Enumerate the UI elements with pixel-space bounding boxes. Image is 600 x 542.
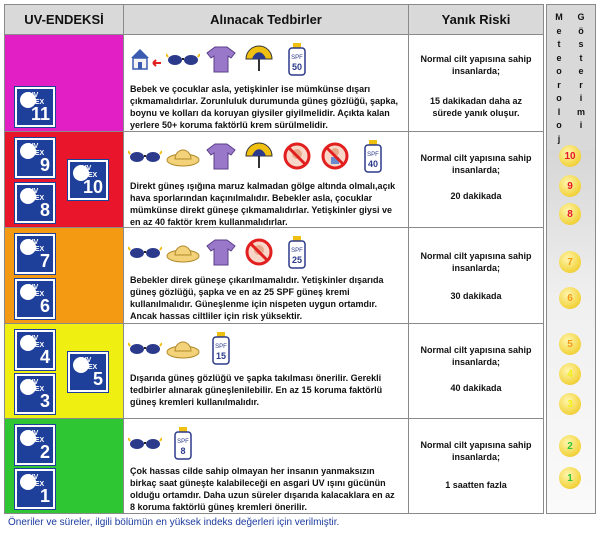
- measures-text: Bebekler direk güneşe çıkarılmamalıdır. Yetişkinler dışarıda güneş gözlüğü, şapka ve en az 25 SPF güneş kremi kullanılmalıdır. Güneşlenme için nispeten uygun ortamdır. Ancak hassas ciltliler için risk yüksektir.: [130, 275, 384, 321]
- meter-dot: 3: [559, 393, 581, 415]
- sunscreen-15-icon: [204, 331, 238, 365]
- no-baby-icon: [280, 139, 314, 173]
- uv-row-extreme: [5, 35, 543, 132]
- uv-color-cell: [5, 324, 124, 418]
- uv-row-low: [5, 419, 543, 513]
- sunscreen-50-icon: [280, 42, 314, 76]
- risk-intro: Normal cilt yapısına sahip insanlarda;: [420, 54, 532, 76]
- spf-value: 8: [180, 446, 186, 456]
- footnote: Öneriler ve süreler, ilgili bölümün en yüksek indeks değerleri için verilmiştir.: [8, 517, 340, 528]
- umbrella-icon: [242, 42, 276, 76]
- meter-header-left: M e t e o r o l o j: [555, 12, 563, 144]
- badge-label: UV INDEX: [22, 335, 45, 349]
- measures-cell: [124, 419, 409, 513]
- svg-text:SPF: SPF: [177, 439, 189, 445]
- meter-dot: 10: [559, 145, 581, 167]
- spf-value: 15: [215, 351, 227, 361]
- risk-intro: Normal cilt yapısına sahip insanlarda;: [420, 440, 532, 462]
- risk-time: 20 dakikada: [450, 191, 502, 201]
- badge-label: UV INDEX: [22, 239, 45, 253]
- header-burn-risk: Yanık Riski: [409, 5, 543, 35]
- header-uv-index: UV-ENDEKSİ: [5, 5, 124, 35]
- risk-intro: Normal cilt yapısına sahip insanlarda;: [420, 251, 532, 273]
- icon-strip: [128, 136, 404, 176]
- uv-color-cell: [5, 228, 124, 323]
- badge-label: UV INDEX: [75, 357, 98, 371]
- badge-number: 5: [92, 369, 103, 389]
- sunscreen-8-icon: [166, 426, 200, 460]
- header-measures: Alınacak Tedbirler: [124, 5, 409, 35]
- badge-label: UV INDEX: [22, 430, 45, 444]
- risk-time: 30 dakikada: [450, 291, 502, 301]
- uv-index-badge: [15, 425, 55, 465]
- uv-color-cell: [5, 419, 124, 513]
- badge-number: 10: [82, 177, 103, 197]
- uv-index-badge: [15, 330, 55, 370]
- icon-strip: [128, 232, 404, 272]
- badge-number: 1: [39, 486, 50, 506]
- uv-index-badge: [68, 160, 108, 200]
- measures-text: Çok hassas cilde sahip olmayan her insanın yanmaksızın birkaç saat güneşte kalabileceği en asgari UV ışını gücünün olduğu ortamdır. Daha uzun süreler dışarıda kalacaklara en az 8 koruma faktörlü güneş kremleri önerilir.: [130, 466, 395, 512]
- measures-cell: [124, 228, 409, 323]
- meter-header: [547, 5, 595, 151]
- risk-cell: [409, 228, 543, 323]
- house-with-arrow-icon: [128, 42, 162, 76]
- umbrella-icon: [242, 139, 276, 173]
- no-baby-icon: [242, 235, 276, 269]
- svg-text:SPF: SPF: [291, 55, 303, 61]
- icon-strip: [128, 328, 404, 368]
- badge-label: UV INDEX: [22, 143, 45, 157]
- sunscreen-40-icon: [356, 139, 390, 173]
- badge-label: UV INDEX: [22, 379, 45, 393]
- uv-index-badge: [15, 87, 55, 127]
- measures-cell: [124, 35, 409, 131]
- uv-color-cell: [5, 35, 124, 131]
- uv-index-badge: [15, 183, 55, 223]
- uv-index-badge: [15, 138, 55, 178]
- spf-value: 25: [291, 255, 303, 265]
- meter-dot: 4: [559, 363, 581, 385]
- sunglasses-icon: [128, 426, 162, 460]
- badge-number: 6: [39, 296, 50, 316]
- meter-dot: 9: [559, 175, 581, 197]
- badge-label: UV INDEX: [22, 474, 45, 488]
- measures-cell: [124, 324, 409, 418]
- shirt-icon: [204, 42, 238, 76]
- shirt-icon: [204, 235, 238, 269]
- uv-index-badge: [15, 279, 55, 319]
- measures-cell: [124, 132, 409, 227]
- icon-strip: [128, 39, 404, 79]
- meter-dot: 1: [559, 467, 581, 489]
- measures-text: Bebek ve çocuklar asla, yetişkinler ise mümkünse dışarı çıkmamalıdırlar. Zorunluluk durumunda güneş gözlüğü, şapka, boynu ve kolları da koruyan giysiler giyilmelidir. Açıkta kalan yerlere 50+ koruma faktörlü krem sürülmelidir.: [130, 84, 399, 130]
- badge-label: UV INDEX: [22, 188, 45, 202]
- uv-index-badge: [68, 352, 108, 392]
- meter-dot: 5: [559, 333, 581, 355]
- svg-text:SPF: SPF: [215, 344, 227, 350]
- sun-hat-icon: [166, 139, 200, 173]
- risk-intro: Normal cilt yapısına sahip insanlarda;: [420, 345, 532, 367]
- svg-text:SPF: SPF: [367, 152, 379, 158]
- badge-number: 2: [39, 442, 50, 462]
- risk-time: 15 dakikadan daha az sürede yanık oluşur.: [429, 96, 523, 118]
- risk-intro: Normal cilt yapısına sahip insanlarda;: [420, 153, 532, 175]
- sunglasses-icon: [128, 331, 162, 365]
- svg-text:SPF: SPF: [291, 248, 303, 254]
- icon-strip: [128, 423, 404, 463]
- badge-number: 3: [39, 391, 50, 411]
- sun-hat-icon: [166, 331, 200, 365]
- risk-time: 1 saatten fazla: [445, 480, 507, 490]
- badge-label: UV INDEX: [22, 92, 45, 106]
- badge-label: UV INDEX: [22, 284, 45, 298]
- meter-header-right: G ö s t e r i m i: [576, 12, 585, 130]
- badge-label: UV INDEX: [75, 165, 98, 179]
- sunglasses-icon: [166, 42, 200, 76]
- meter-dot: 8: [559, 203, 581, 225]
- risk-cell: [409, 419, 543, 513]
- sun-hat-icon: [166, 235, 200, 269]
- meter-dot: 2: [559, 435, 581, 457]
- sunglasses-icon: [128, 235, 162, 269]
- uv-row-moderate: [5, 324, 543, 419]
- no-child-icon: [318, 139, 352, 173]
- risk-time: 40 dakikada: [450, 383, 502, 393]
- spf-value: 50: [291, 62, 303, 72]
- risk-cell: [409, 132, 543, 227]
- uv-row-high: [5, 228, 543, 324]
- meter-dot: 7: [559, 251, 581, 273]
- meteorological-display-column: [546, 4, 596, 514]
- badge-number: 7: [39, 251, 50, 271]
- meter-dot: 6: [559, 287, 581, 309]
- measures-text: Dışarıda güneş gözlüğü ve şapka takılması önerilir. Gerekli tedbirler alınarak güneşlenilebilir. En az 15 koruma faktörlü güneş kremleri kullanılmalıdır.: [130, 373, 383, 407]
- sunglasses-icon: [128, 139, 162, 173]
- uv-color-cell: [5, 132, 124, 227]
- uv-index-table: [4, 4, 544, 514]
- risk-cell: [409, 324, 543, 418]
- badge-number: 9: [39, 155, 50, 175]
- sunscreen-25-icon: [280, 235, 314, 269]
- risk-cell: [409, 35, 543, 131]
- badge-number: 4: [39, 347, 50, 367]
- uv-index-badge: [15, 234, 55, 274]
- uv-index-badge: [15, 374, 55, 414]
- uv-index-badge: [15, 469, 55, 509]
- spf-value: 40: [367, 159, 379, 169]
- uv-row-very-high: [5, 132, 543, 228]
- badge-number: 8: [39, 200, 50, 220]
- shirt-icon: [204, 139, 238, 173]
- badge-number: 11: [30, 104, 50, 124]
- measures-text: Direkt güneş ışığına maruz kalmadan gölge altında olmalı,açık hava sporlarından kaçınılmalıdır. Bebekler asla, çocuklar mümkünse direkt güneşe çıkmamalıdırlar. Yetişkinler giysi ve en az 40 faktör krem kullanmalıdırlar.: [130, 181, 396, 227]
